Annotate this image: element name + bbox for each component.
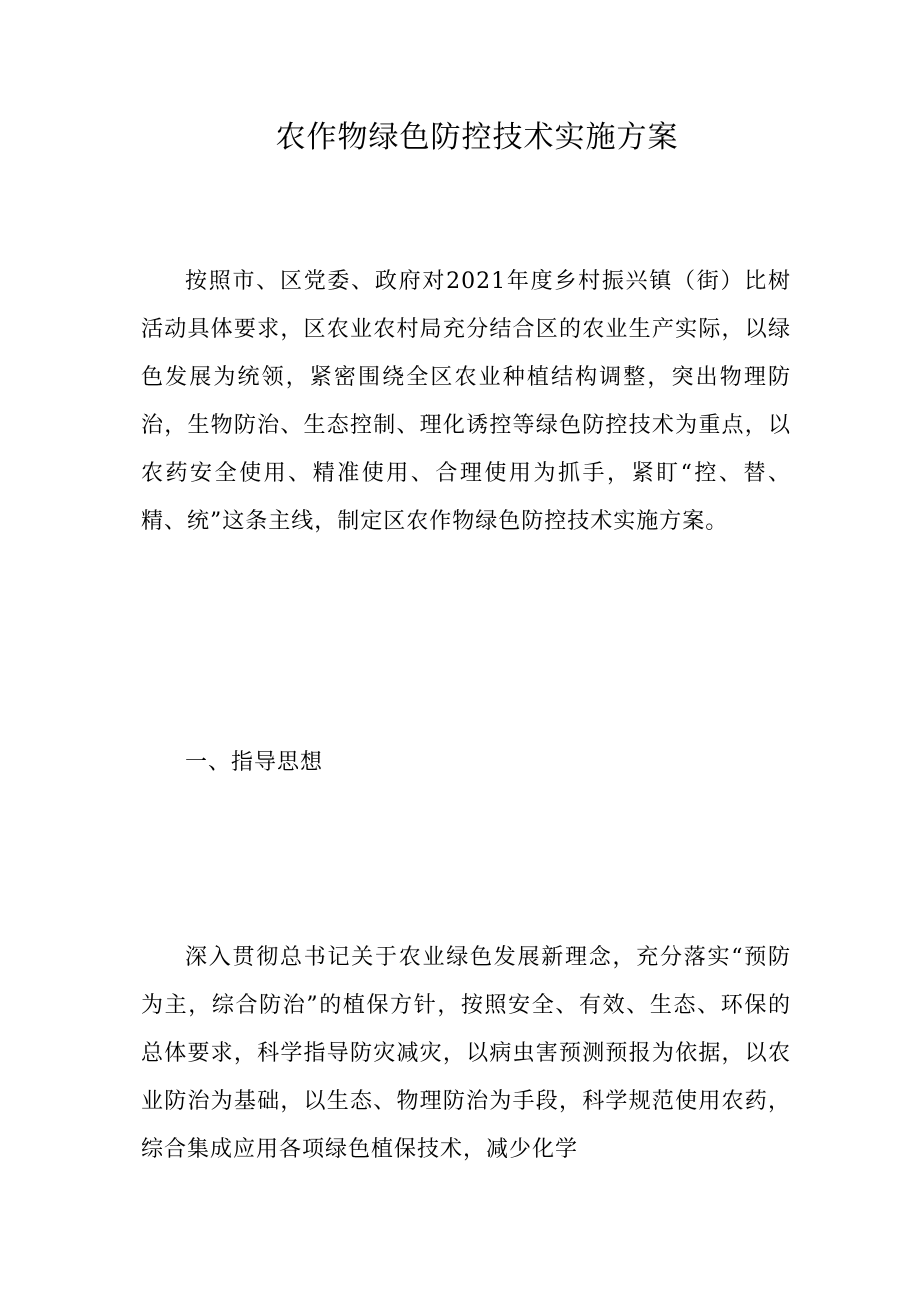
intro-paragraph: 按照市、区党委、政府对2021年度乡村振兴镇（街）比树活动具体要求，区农业农村局充分结合区的农业生产实际，以绿色发展为统领，紧密围绕全区农业种植结构调整，突出物理防治，生物防治、生态控制、理化诱控等绿色防控技术为重点，以农药安全使用、精准使用、合理使用为抓手，紧盯“控、替、精、统”这条主线，制定区农作物绿色防控技术实施方案。 bbox=[141, 269, 791, 534]
section-heading-guiding-ideology: 一、指导思想 bbox=[185, 750, 324, 775]
section-paragraph-guiding-ideology: 深入贯彻总书记关于农业绿色发展新理念，充分落实“预防为主，综合防治”的植保方针，按照安全、有效、生态、环保的总体要求，科学指导防灾减灾，以病虫害预测预报为依据，以农业防治为基础，以生态、物理防治为手段，科学规范使用农药，综合集成应用各项绿色植保技术，减少化学 bbox=[141, 945, 791, 1162]
document-title: 农作物绿色防控技术实施方案 bbox=[275, 120, 679, 155]
